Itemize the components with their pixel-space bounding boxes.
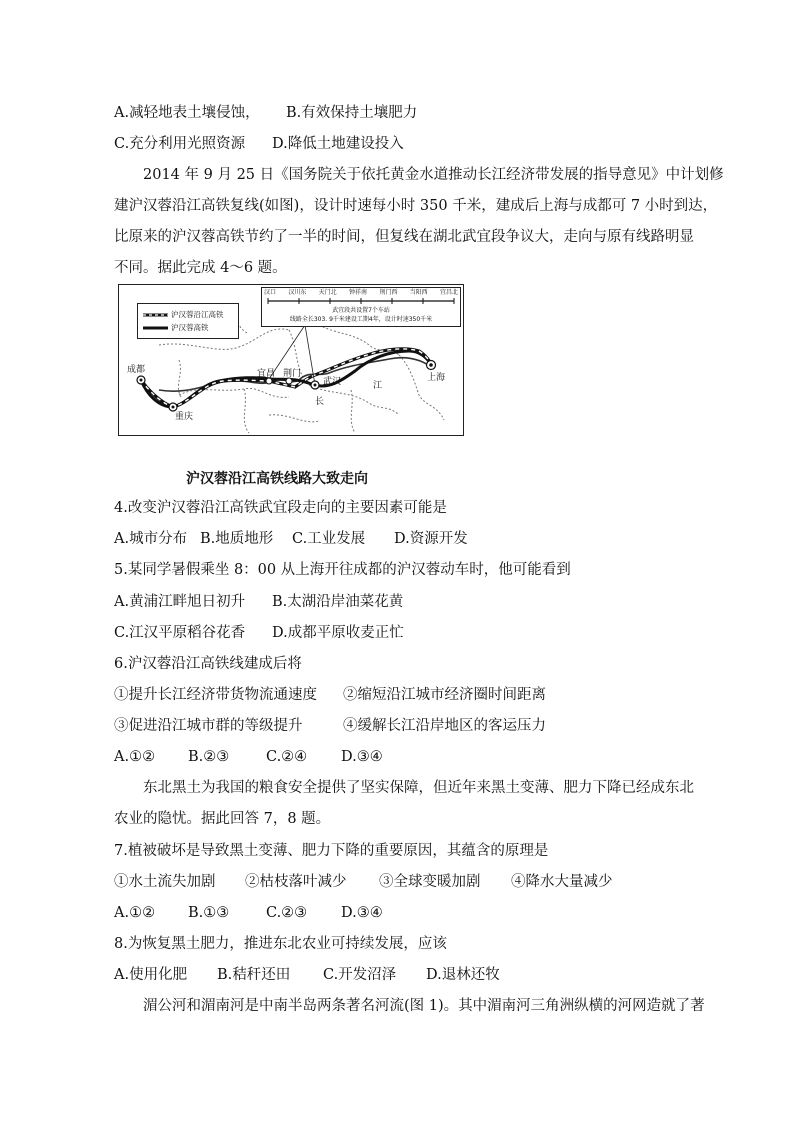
q8-stem: 8.为恢复黑土肥力，推进东北农业可持续发展，应该 [114, 936, 447, 952]
option-d: D.降低土地建设投入 [272, 136, 404, 152]
prev-question-options-row2 [114, 134, 404, 154]
city-label-yichang: 宜昌 [257, 369, 276, 379]
q4-stem: 4.改变沪汉蓉沿江高铁武宜段走向的主要因素可能是 [114, 500, 447, 516]
q7-items [114, 872, 613, 892]
option-a: A.城市分布 [114, 531, 188, 547]
option-b: B.地质地形 [200, 531, 274, 547]
option-d: D.成都平原收麦正忙 [272, 625, 404, 641]
passage2-line1: 东北黑土为我国的粮食安全提供了坚实保障，但近年来黑土变薄、肥力下降已经成东北 [143, 780, 694, 796]
statement-1: ①提升长江经济带货物流通速度 [114, 687, 317, 703]
q6-items-row2 [114, 716, 546, 736]
q4-options [114, 529, 468, 549]
option-a: A.①② [114, 749, 156, 765]
passage3-line1: 湄公河和湄南河是中南半岛两条著名河流(图 1)。其中湄南河三角洲纵横的河网造就了著 [143, 998, 705, 1014]
option-d: D.③④ [341, 749, 383, 765]
q5-options-row1 [114, 592, 403, 612]
statement-2: ②枯枝落叶减少 [245, 874, 347, 890]
river-label-jiang: 江 [373, 381, 383, 391]
city-label-chongqing: 重庆 [175, 412, 194, 422]
option-d: D.③④ [341, 905, 383, 921]
option-d: D.资源开发 [394, 531, 468, 547]
option-c: C.②③ [266, 905, 308, 921]
option-d: D.退林还牧 [426, 967, 500, 983]
inset-station: 荆门西 [379, 289, 398, 296]
passage1-line3: 比原来的沪汉蓉高铁节约了一半的时间，但复线在湖北武宜段争议大，走向与原有线路明显 [114, 229, 694, 245]
statement-3: ③全球变暖加剧 [379, 874, 481, 890]
passage1-line1: 2014 年 9 月 25 日《国务院关于依托黄金水道推动长江经济带发展的指导意见》中计划修 [143, 167, 724, 183]
inset-station: 宜昌北 [439, 289, 458, 296]
option-a: A.①② [114, 905, 156, 921]
statement-4: ④降水大量减少 [511, 874, 613, 890]
city-label-jingmen: 荆门 [283, 369, 302, 379]
q5-options-row2 [114, 623, 404, 643]
inset-station: 天门北 [318, 289, 337, 296]
passage2-line2: 农业的隐忧。据此回答 7，8 题。 [114, 811, 331, 827]
map-caption: 沪汉蓉沿江高铁线路大致走向 [186, 471, 368, 487]
inset-station: 汉口 [264, 289, 277, 296]
q7-stem: 7.植被破坏是导致黑土变薄、肥力下降的重要原因，其蕴含的原理是 [114, 843, 549, 859]
city-label-shanghai: 上海 [427, 373, 446, 383]
city-label-wuhan: 武汉 [323, 377, 342, 387]
inset-note2: 线路全长303. 9千米建设工期4年，设计时速350千米 [289, 316, 433, 323]
inset-station: 当阳西 [409, 289, 428, 296]
inset-note1: 武宜段共设置7个车站 [332, 307, 390, 314]
q6-items-row1 [114, 685, 546, 705]
option-c: C.开发沼泽 [323, 967, 397, 983]
option-c: C.②④ [266, 749, 308, 765]
option-b: B.太湖沿岸油菜花黄 [272, 594, 404, 610]
inset-station: 钟祥南 [348, 289, 367, 296]
option-b: B.有效保持土壤肥力 [286, 105, 418, 121]
city-label-chengdu: 成都 [127, 365, 146, 375]
q8-options [114, 965, 500, 985]
statement-4: ④缓解长江沿岸地区的客运压力 [343, 718, 546, 734]
wuyi-section-inset [261, 287, 461, 327]
q7-options [114, 903, 383, 923]
option-b: B.②③ [188, 749, 230, 765]
statement-1: ①水土流失加剧 [114, 874, 216, 890]
passage1-line2: 建沪汉蓉沿江高铁复线(如图)，设计时速每小时 350 千米，建成后上海与成都可 7 小时到达， [114, 198, 718, 214]
option-a: A.使用化肥 [114, 967, 188, 983]
q5-stem: 5.某同学暑假乘坐 8：00 从上海开往成都的沪汉蓉动车时，他可能看到 [114, 562, 571, 578]
option-c: C.充分利用光照资源 [114, 136, 246, 152]
q6-options [114, 747, 383, 767]
option-a: A.减轻地表土壤侵蚀， [114, 105, 260, 121]
river-label-chang: 长 [315, 397, 325, 407]
passage1-line4: 不同。据此完成 4～6 题。 [114, 260, 287, 276]
legend-old-railway: 沪汉蓉高铁 [171, 323, 209, 332]
inset-station: 汉川东 [288, 289, 307, 296]
map-legend [137, 303, 239, 339]
statement-2: ②缩短沿江城市经济圈时间距离 [343, 687, 546, 703]
statement-3: ③促进沿江城市群的等级提升 [114, 718, 303, 734]
legend-new-railway: 沪汉蓉沿江高铁 [171, 310, 224, 319]
option-c: C.工业发展 [292, 531, 366, 547]
option-b: B.①③ [188, 905, 230, 921]
option-b: B.秸秆还田 [217, 967, 291, 983]
prev-question-options-row1 [114, 103, 417, 123]
option-a: A.黄浦江畔旭日初升 [114, 594, 246, 610]
railway-map [118, 284, 464, 436]
q6-stem: 6.沪汉蓉沿江高铁线建成后将 [114, 656, 302, 672]
option-c: C.江汉平原稻谷花香 [114, 625, 246, 641]
